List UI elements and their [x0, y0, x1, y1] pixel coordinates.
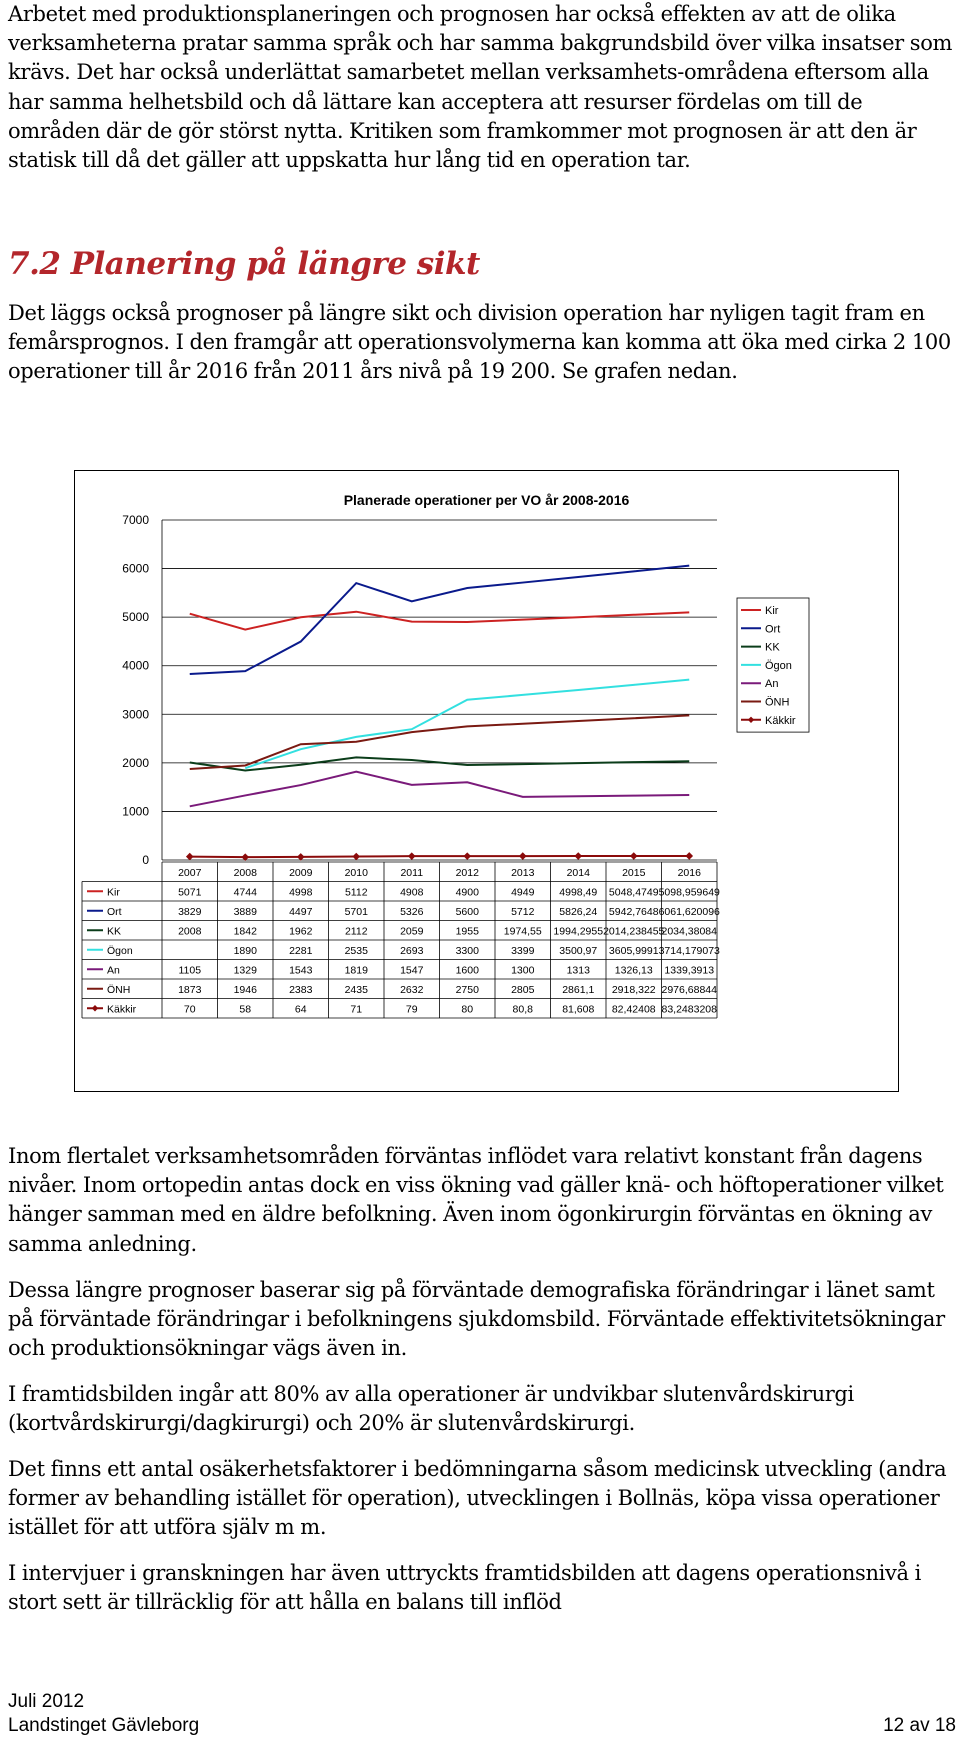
footer-page-number: 12 av 18	[883, 1715, 956, 1736]
page-footer	[8, 1690, 956, 1738]
x-category-label: 2013	[511, 867, 535, 879]
data-point-marker	[574, 852, 582, 860]
data-point-marker	[630, 852, 638, 860]
data-point-marker	[519, 852, 527, 860]
table-cell: 4900	[455, 886, 479, 899]
section-heading: 7.2 Planering på längre sikt	[8, 246, 480, 282]
table-cell: 2861,1	[562, 983, 595, 996]
series-line-Ort	[190, 566, 690, 674]
data-point-marker	[685, 852, 693, 860]
y-tick-label: 1000	[122, 804, 149, 819]
table-cell: 1962	[289, 925, 313, 938]
x-category-label: 2008	[233, 867, 257, 879]
table-cell: 1300	[511, 964, 535, 977]
x-category-label: 2014	[566, 867, 590, 879]
x-category-label: 2016	[677, 867, 701, 879]
table-cell: 5048,4749	[608, 886, 659, 899]
table-row-header: Ögon	[107, 944, 133, 957]
table-cell: 1543	[289, 964, 313, 977]
legend-entry: Kir	[765, 605, 779, 617]
table-cell: 82,42408	[611, 1003, 656, 1016]
table-cell: 2435	[344, 983, 368, 996]
y-tick-label: 0	[142, 853, 149, 867]
table-row-header: ÖNH	[107, 983, 131, 996]
table-cell: 6061,620096	[658, 905, 720, 918]
table-row-header: Käkkir	[107, 1003, 137, 1016]
table-cell: 1329	[233, 964, 257, 977]
table-cell: 5701	[344, 905, 368, 918]
footer-org: Landstinget Gävleborg	[8, 1715, 200, 1736]
x-category-label: 2015	[622, 867, 646, 879]
table-cell: 5712	[511, 905, 535, 918]
table-row-header: KK	[107, 925, 122, 938]
series-line-Ögon	[245, 680, 689, 769]
x-category-label: 2011	[400, 867, 424, 879]
x-category-label: 2010	[344, 867, 368, 879]
table-cell: 5071	[178, 886, 202, 899]
data-point-marker	[408, 852, 416, 860]
table-cell: 3399	[511, 944, 535, 957]
table-cell: 1994,2955	[553, 925, 604, 938]
table-cell: 3500,97	[559, 944, 598, 957]
table-cell: 81,608	[562, 1003, 595, 1016]
table-cell: 2535	[344, 944, 368, 957]
chart-container	[74, 470, 899, 1092]
table-cell: 2112	[344, 925, 368, 938]
table-cell: 4744	[233, 886, 257, 899]
table-cell: 1946	[233, 983, 257, 996]
data-point-marker	[352, 853, 360, 861]
table-cell: 3605,9991	[608, 944, 659, 957]
series-line-Kir	[190, 612, 690, 630]
x-category-label: 2012	[455, 867, 479, 879]
y-tick-label: 5000	[122, 610, 149, 625]
line-chart	[75, 471, 900, 1093]
table-cell: 1842	[233, 925, 257, 938]
table-cell: 3300	[455, 944, 479, 957]
table-cell: 80,8	[512, 1003, 533, 1016]
table-legend-marker	[92, 1005, 98, 1011]
table-cell: 5826,24	[559, 905, 598, 918]
y-tick-label: 7000	[122, 513, 149, 527]
paragraph-future-picture: I framtidsbilden ingår att 80% av alla operationer är undvikbar slutenvårdskirurgi (kortvårdskirurgi/dagkirurgi) och 20% är slutenvårdskirurgi.	[8, 1382, 854, 1436]
y-tick-label: 2000	[122, 755, 149, 770]
data-point-marker	[186, 853, 194, 861]
table-cell: 2008	[178, 925, 202, 938]
table-cell: 3829	[178, 905, 202, 918]
table-cell: 79	[405, 1003, 418, 1016]
table-row-header: Ort	[107, 905, 122, 918]
table-cell: 4998,49	[559, 886, 598, 899]
table-cell: 80	[461, 1003, 474, 1016]
table-cell: 4908	[400, 886, 424, 899]
table-cell: 2805	[511, 983, 535, 996]
intro-paragraph: Arbetet med produktionsplaneringen och prognosen har också effekten av att de olika verksamheterna pratar samma språk och har samma bakgrundsbild över vilka insatser som krävs. Det har också underlättat samarbetet mellan verksamhets-områdena eftersom alla har samma helhetsbild och då lättare kan acceptera att resurser fördelas om till de områden där de gör störst nytta. Kritiken som framkommer mot prognosen är att den är statisk till då det gäller att uppskatta hur lång tid en operation tar.	[8, 2, 953, 173]
paragraph-interviews: I intervjuer i granskningen har även uttryckts framtidsbilden att dagens operationsnivå i stort sett är tillräcklig för att hålla en balans till inflöd	[8, 1561, 921, 1615]
series-line-An	[190, 772, 690, 807]
table-cell: 2632	[400, 983, 424, 996]
table-cell: 3714,179073	[658, 944, 720, 957]
table-cell: 58	[239, 1003, 252, 1016]
table-cell: 5600	[455, 905, 479, 918]
table-cell: 5098,959649	[658, 886, 720, 899]
table-cell: 1600	[455, 964, 479, 977]
table-cell: 1105	[178, 964, 202, 977]
table-cell: 2383	[289, 983, 313, 996]
x-category-label: 2009	[289, 867, 313, 879]
table-row-header: An	[107, 964, 120, 977]
table-cell: 2976,68844	[661, 983, 717, 996]
table-cell: 5942,7648	[608, 905, 659, 918]
table-cell: 83,2483208	[661, 1003, 717, 1016]
series-line-KK	[190, 757, 690, 770]
table-cell: 1313	[566, 964, 590, 977]
table-cell: 1819	[344, 964, 368, 977]
legend-entry: KK	[765, 641, 780, 654]
table-cell: 2014,238455	[603, 925, 665, 938]
x-category-label: 2007	[178, 867, 202, 879]
table-cell: 71	[350, 1003, 363, 1016]
table-cell: 1974,55	[503, 925, 542, 938]
data-point-marker	[297, 853, 305, 861]
table-cell: 70	[183, 1003, 196, 1016]
legend-entry: An	[765, 678, 779, 691]
table-cell: 2059	[400, 925, 424, 938]
table-cell: 2034,38084	[661, 925, 717, 938]
chart-title: Planerade operationer per VO år 2008-2016	[343, 492, 630, 508]
table-cell: 1890	[233, 944, 257, 957]
paragraph-demography: Dessa längre prognoser baserar sig på förväntade demografiska förändringar i länet samt på förväntade förändringar i befolkningens sjukdomsbild. Förväntade effektivitetsökningar och produktionsökningar vägs även in.	[8, 1278, 945, 1361]
table-cell: 1326,13	[614, 964, 653, 977]
table-cell: 2750	[455, 983, 479, 996]
table-cell: 4949	[511, 886, 535, 899]
y-tick-label: 3000	[122, 707, 149, 722]
table-cell: 4497	[289, 905, 313, 918]
data-point-marker	[463, 852, 471, 860]
legend-entry: Ort	[765, 623, 781, 636]
table-cell: 1955	[455, 925, 479, 938]
table-row-header: Kir	[107, 886, 120, 899]
table-cell: 2281	[289, 944, 313, 957]
table-cell: 2918,322	[611, 983, 656, 996]
table-cell: 4998	[289, 886, 313, 899]
y-tick-label: 4000	[122, 658, 149, 673]
table-cell: 1547	[400, 964, 424, 977]
series-line-Käkkir	[190, 856, 690, 857]
paragraph-inflow: Inom flertalet verksamhetsområden förväntas inflödet vara relativt konstant från dagens nivåer. Inom ortopedin antas dock en viss ökning vad gäller knä- och höftoperationer vilket hänger samman med en äldre befolkning. Även inom ögonkirurgin förväntas en ökning av samma anledning.	[8, 1144, 944, 1256]
y-tick-label: 6000	[122, 561, 149, 576]
legend-entry: ÖNH	[765, 696, 790, 709]
table-cell: 5112	[344, 886, 368, 899]
legend-entry: Käkkir	[765, 714, 796, 727]
paragraph-forecast: Det läggs också prognoser på längre sikt och division operation har nyligen tagit fram en femårsprognos. I den framgår att operationsvolymerna kan komma att öka med cirka 2 100 operationer till år 2016 från 2011 års nivå på 19 200. Se grafen nedan.	[8, 301, 951, 384]
table-cell: 5326	[400, 905, 424, 918]
table-cell: 1873	[178, 983, 202, 996]
table-cell: 3889	[233, 905, 257, 918]
table-cell: 1339,3913	[664, 964, 715, 977]
footer-date: Juli 2012	[8, 1691, 85, 1712]
table-cell: 64	[294, 1003, 307, 1016]
legend-entry: Ögon	[765, 659, 792, 672]
paragraph-uncertainty: Det finns ett antal osäkerhetsfaktorer i bedömningarna såsom medicinsk utveckling (andra former av behandling istället för operation), utvecklingen i Bollnäs, köpa vissa operationer istället för att utföra själv m m.	[8, 1457, 947, 1540]
table-cell: 2693	[400, 944, 424, 957]
